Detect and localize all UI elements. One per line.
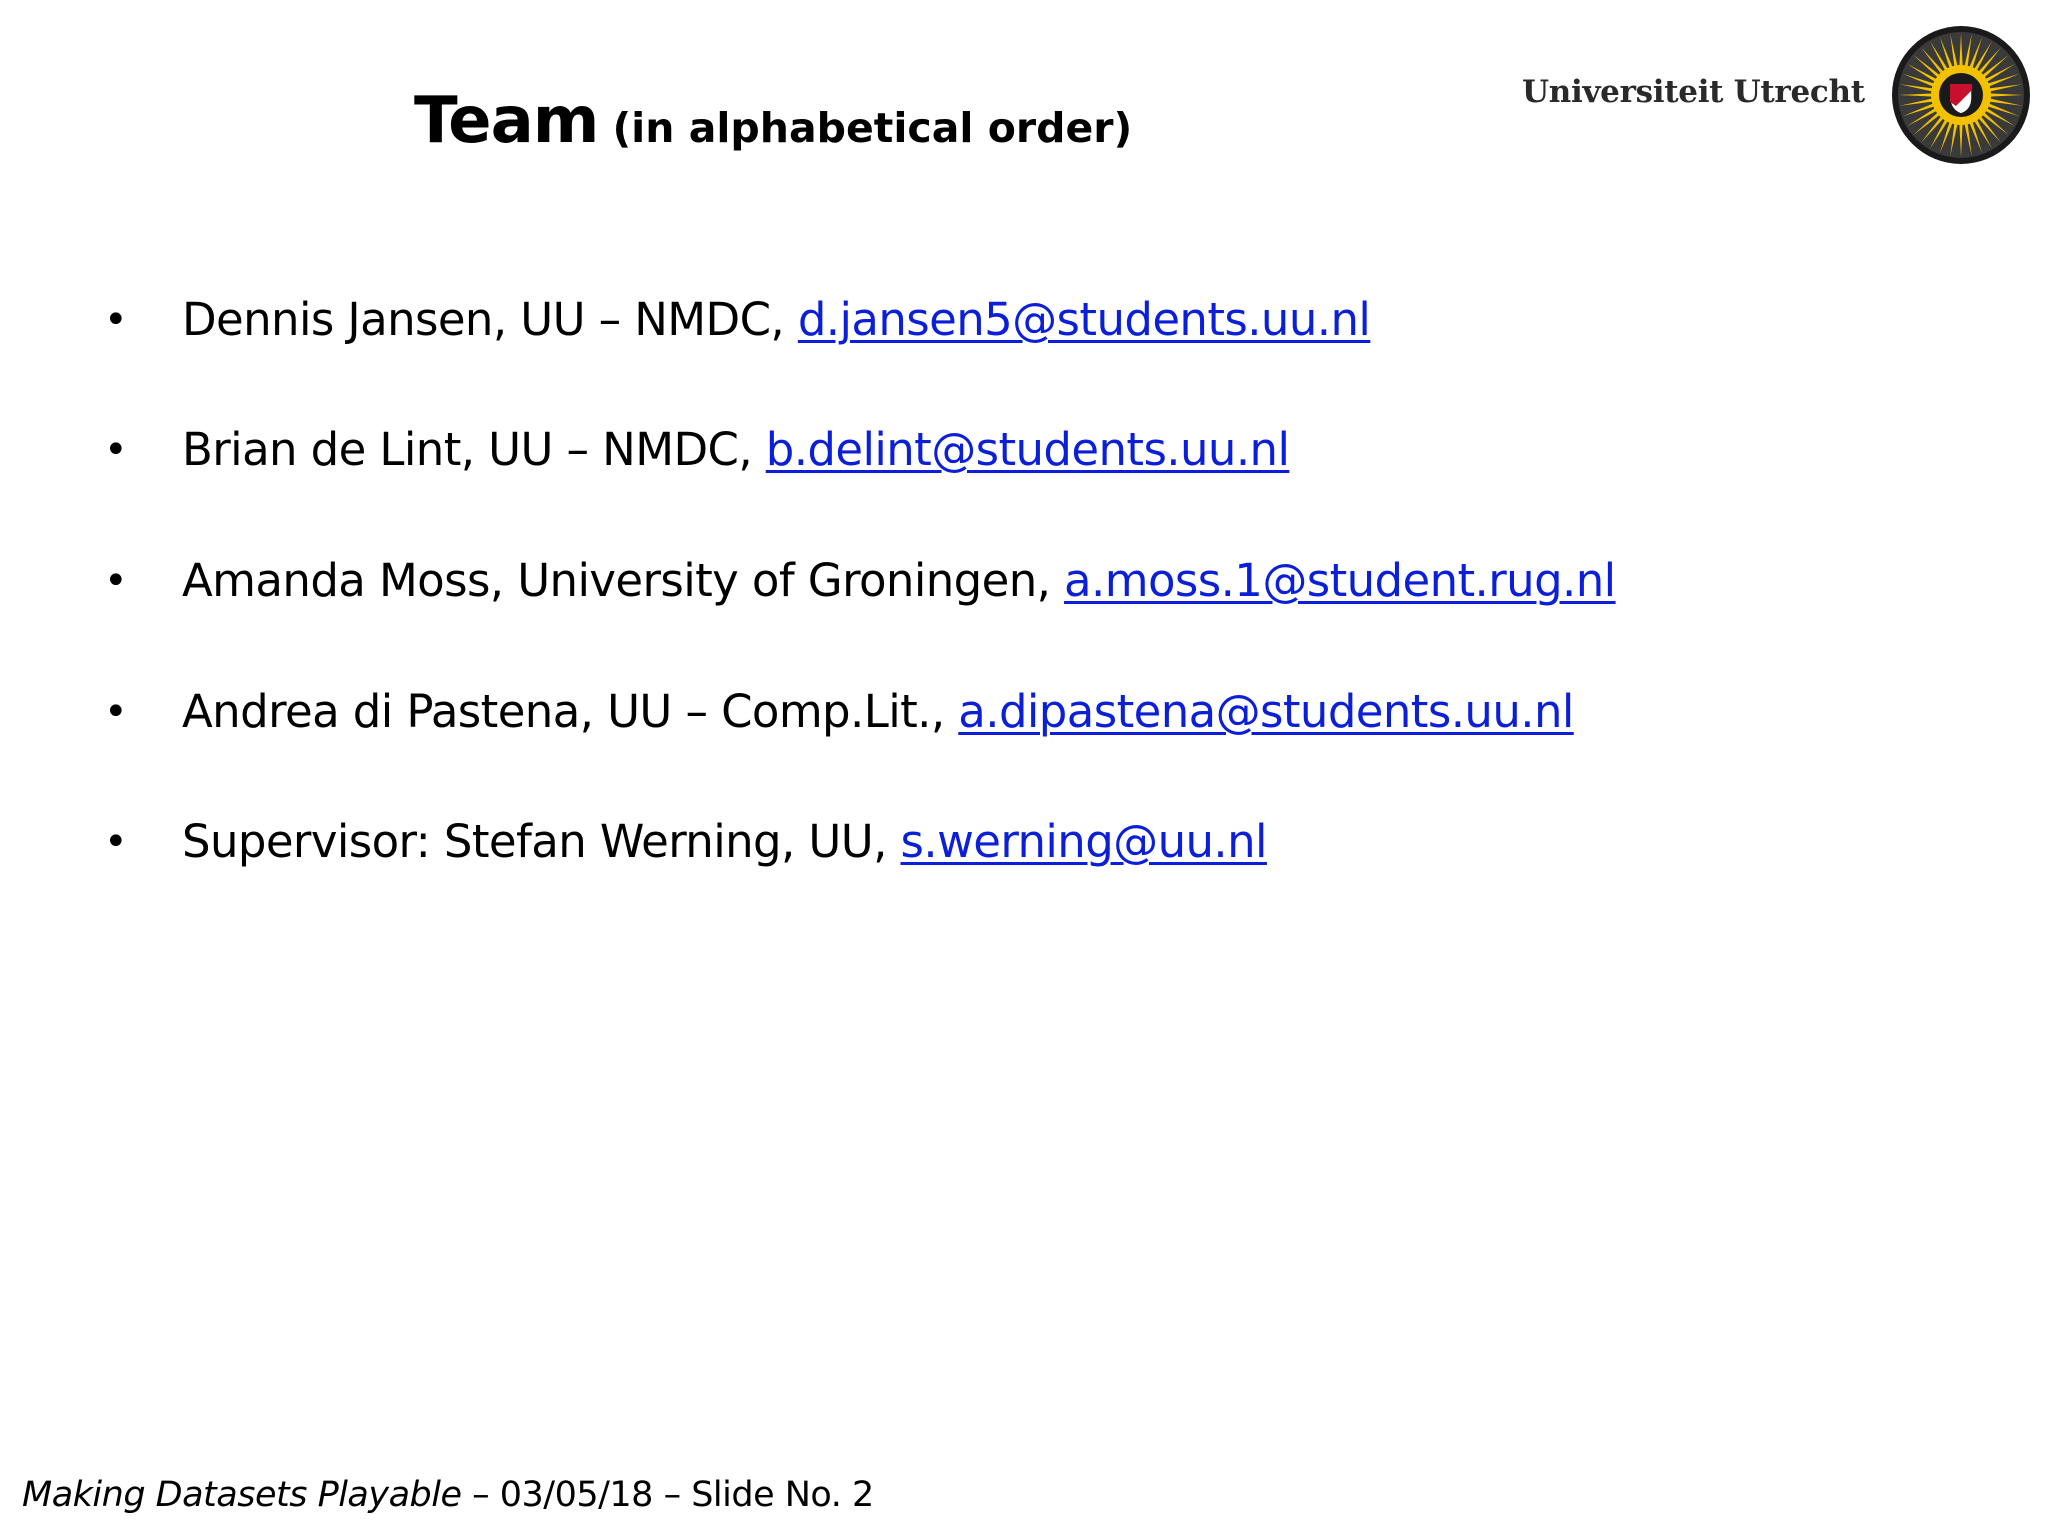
footer-details: – 03/05/18 – Slide No. 2 (461, 1475, 874, 1515)
slide-footer (22, 1475, 874, 1515)
member-text: Andrea di Pastena, UU – Comp.Lit., (182, 685, 959, 738)
university-seal-icon (1890, 24, 2032, 166)
bullet-icon: • (104, 689, 128, 735)
title-main: Team (414, 84, 599, 158)
bullet-icon: • (104, 819, 128, 865)
member-text: Dennis Jansen, UU – NMDC, (182, 293, 798, 346)
bullet-icon: • (104, 297, 128, 343)
member-text: Amanda Moss, University of Groningen, (182, 554, 1065, 607)
email-link[interactable]: a.moss.1@student.rug.nl (1064, 554, 1616, 607)
email-link[interactable]: a.dipastena@students.uu.nl (958, 685, 1574, 738)
university-logo-text: Universiteit Utrecht (1522, 74, 1865, 110)
email-link[interactable]: s.werning@uu.nl (900, 815, 1267, 868)
title-note: (in alphabetical order) (612, 104, 1133, 152)
member-text: Supervisor: Stefan Werning, UU, (182, 815, 901, 868)
member-text: Brian de Lint, UU – NMDC, (182, 423, 766, 476)
footer-project: Making Datasets Playable (22, 1475, 462, 1515)
bullet-icon: • (104, 558, 128, 604)
email-link[interactable]: b.delint@students.uu.nl (765, 423, 1290, 476)
bullet-icon: • (104, 427, 128, 473)
email-link[interactable]: d.jansen5@students.uu.nl (797, 293, 1371, 346)
slide-title (414, 84, 1132, 158)
